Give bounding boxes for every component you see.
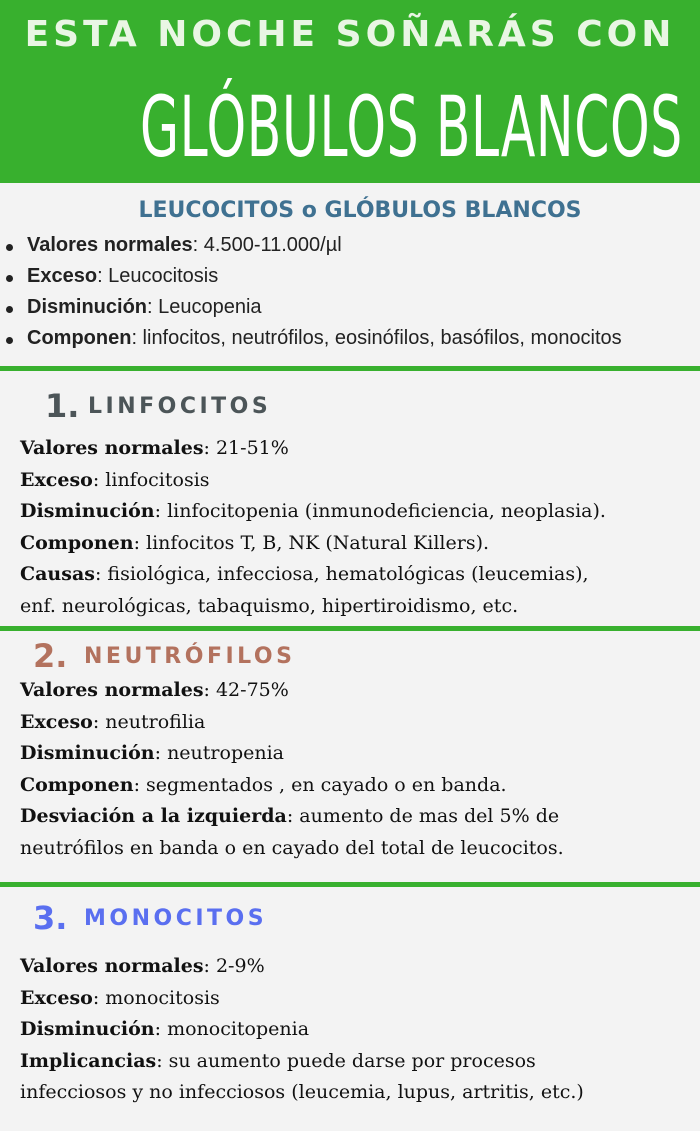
intro-item xyxy=(0,292,622,323)
intro-item-text: : Leucocitosis xyxy=(97,265,219,287)
intro-item xyxy=(0,230,622,261)
info-text: : linfocitopenia (inmunodeficiencia, neoplasia). xyxy=(154,500,606,522)
info-text: : linfocitosis xyxy=(92,468,210,491)
intro-item-label: Componen xyxy=(27,327,132,349)
info-line xyxy=(20,707,700,739)
info-text: infecciosos y no infecciosos (leucemia, lupus, artritis, etc.) xyxy=(20,1081,584,1103)
info-label: Implicancias xyxy=(20,1049,157,1072)
info-text: : fisiológica, infecciosa, hematológicas (leucemias), xyxy=(94,563,589,585)
info-label: Componen xyxy=(20,773,134,796)
info-text: neutrófilos en banda o en cayado del total de leucocitos. xyxy=(20,836,564,859)
intro-item-label: Disminución xyxy=(27,296,148,318)
section-body-linfocitos xyxy=(20,433,700,622)
section-number: 1. xyxy=(45,387,80,425)
section-divider xyxy=(0,366,700,371)
section-title: NEUTRÓFILOS xyxy=(84,644,296,669)
section-divider xyxy=(0,626,700,631)
info-line xyxy=(20,465,700,497)
info-label: Desviación a la izquierda xyxy=(20,805,287,827)
info-label: Valores normales xyxy=(20,679,204,701)
info-text: : neutrofilia xyxy=(92,710,206,733)
info-text: enf. neurológicas, tabaquismo, hipertiroidismo, etc. xyxy=(20,594,519,617)
section-title: MONOCITOS xyxy=(84,906,268,931)
intro-item-text: : linfocitos, neutrófilos, eosinófilos, basófilos, monocitos xyxy=(131,327,622,349)
intro-item-text: : Leucopenia xyxy=(147,296,262,318)
info-line xyxy=(20,433,700,465)
info-label: Exceso xyxy=(20,710,93,733)
info-label: Exceso xyxy=(20,468,93,491)
intro-item xyxy=(0,323,622,354)
header-banner xyxy=(0,0,700,183)
info-text: : 2-9% xyxy=(203,955,265,977)
info-label: Causas xyxy=(20,563,95,585)
intro-list xyxy=(0,230,622,354)
info-line xyxy=(20,591,700,623)
info-line xyxy=(20,1014,700,1046)
info-label: Disminución xyxy=(20,1018,155,1040)
info-line xyxy=(20,496,700,528)
info-label: Valores normales xyxy=(20,955,204,977)
section-number: 3. xyxy=(33,899,68,937)
section-number: 2. xyxy=(33,637,68,675)
info-line xyxy=(20,559,700,591)
info-line xyxy=(20,675,700,707)
section-body-neutrofilos xyxy=(20,675,700,864)
info-text: : monocitosis xyxy=(92,986,220,1009)
info-text: : 42-75% xyxy=(203,679,289,701)
info-text: : linfocitos T, B, NK (Natural Killers). xyxy=(133,531,490,554)
intro-item xyxy=(0,261,622,292)
info-text: : 21-51% xyxy=(203,437,289,459)
info-line xyxy=(20,1077,700,1109)
info-text: : neutropenia xyxy=(154,742,284,764)
section-title: LINFOCITOS xyxy=(88,394,272,419)
info-line xyxy=(20,833,700,865)
intro-title: LEUCOCITOS o GLÓBULOS BLANCOS xyxy=(138,198,582,223)
info-line xyxy=(20,1046,700,1078)
intro-item-text: : 4.500-11.000/µl xyxy=(192,234,342,256)
info-text: : segmentados , en cayado o en banda. xyxy=(133,773,507,796)
info-line xyxy=(20,738,700,770)
info-line xyxy=(20,528,700,560)
intro-item-label: Valores normales xyxy=(27,234,193,256)
info-label: Disminución xyxy=(20,742,155,764)
info-text: : aumento de mas del 5% de xyxy=(286,805,560,827)
info-label: Exceso xyxy=(20,986,93,1009)
section-divider xyxy=(0,882,700,887)
intro-item-label: Exceso xyxy=(27,265,98,287)
info-label: Componen xyxy=(20,531,134,554)
info-line xyxy=(20,951,700,983)
info-label: Valores normales xyxy=(20,437,204,459)
info-line xyxy=(20,983,700,1015)
info-label: Disminución xyxy=(20,500,155,522)
header-kicker: ESTA NOCHE SOÑARÁS CON xyxy=(24,14,676,55)
info-line xyxy=(20,801,700,833)
info-text: : su aumento puede darse por procesos xyxy=(156,1049,536,1072)
page-title: GLÓBULOS BLANCOS xyxy=(139,78,683,176)
info-line xyxy=(20,770,700,802)
info-text: : monocitopenia xyxy=(154,1018,310,1040)
section-body-monocitos xyxy=(20,951,700,1109)
